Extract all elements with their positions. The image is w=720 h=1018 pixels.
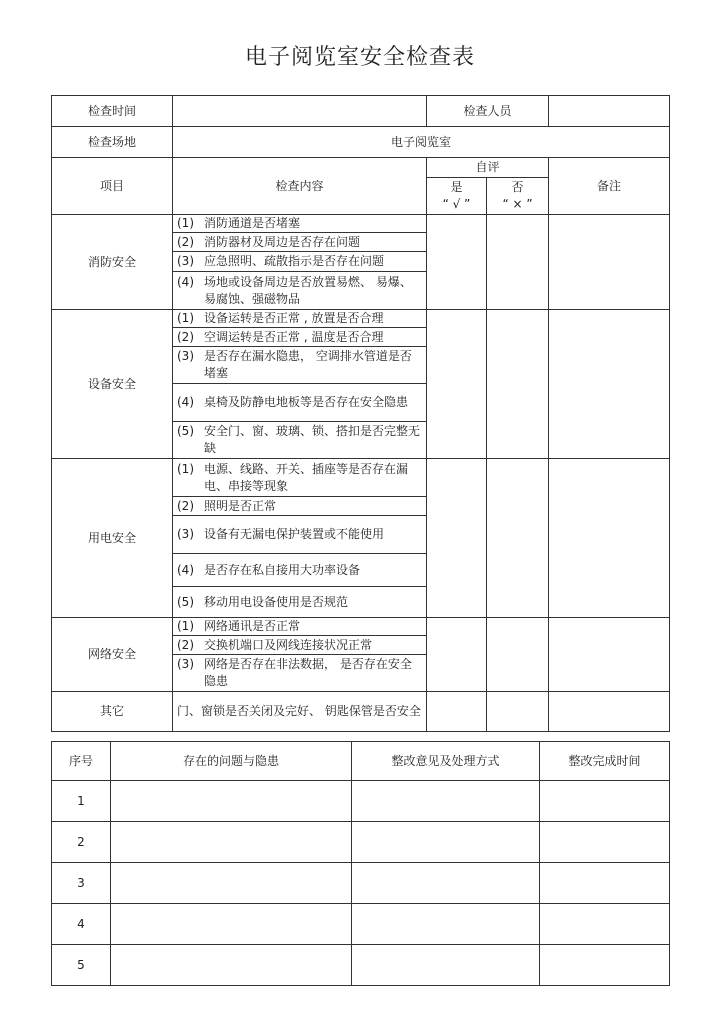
other-yes-cell[interactable] (427, 692, 487, 732)
check-item-number: (2) (177, 329, 194, 344)
rectify-time-cell[interactable] (540, 863, 670, 904)
section-electric-no-cell[interactable] (487, 459, 549, 618)
rectify-action-cell[interactable] (352, 781, 540, 822)
rectify-action-cell[interactable] (352, 945, 540, 986)
check-item-number: (1) (177, 216, 194, 230)
rectify-row-number: 2 (52, 822, 111, 863)
col-remark: 备注 (549, 158, 670, 215)
check-item-number: (4) (177, 274, 194, 289)
check-item-number: (1) (177, 619, 194, 633)
other-no-cell[interactable] (487, 692, 549, 732)
col-yes-mark: “ √ ” (442, 197, 471, 211)
section-equipment-yes-cell[interactable] (427, 310, 487, 459)
rectification-table (51, 741, 670, 986)
check-item-number: (2) (177, 498, 194, 513)
section-electric-remark-cell[interactable] (549, 459, 670, 618)
check-item-text: 设备运转是否正常 , 放置是否合理 (204, 311, 384, 325)
check-item (173, 655, 427, 692)
rectify-issue-cell[interactable] (111, 945, 352, 986)
check-item (173, 636, 427, 655)
rectify-header-time: 整改完成时间 (540, 742, 670, 781)
section-network-yes-cell[interactable] (427, 618, 487, 692)
check-item (173, 233, 427, 252)
check-item-number: (4) (177, 562, 194, 577)
rectify-issue-cell[interactable] (111, 863, 352, 904)
check-item-number: (5) (177, 594, 194, 609)
check-item-number: (2) (177, 637, 194, 652)
inspector-field[interactable] (549, 96, 670, 127)
check-item-text: 交换机端口及网线连接状况正常 (204, 637, 373, 652)
rectify-header-issue: 存在的问题与隐患 (111, 742, 352, 781)
rectify-action-cell[interactable] (352, 863, 540, 904)
rectify-issue-cell[interactable] (111, 822, 352, 863)
section-fire-yes-cell[interactable] (427, 215, 487, 310)
check-item-text: 空调运转是否正常 , 温度是否合理 (204, 329, 384, 344)
section-network-remark-cell[interactable] (549, 618, 670, 692)
check-item (173, 310, 427, 328)
check-item-text: 设备有无漏电保护装置或不能使用 (204, 527, 385, 541)
rectify-issue-cell[interactable] (111, 904, 352, 945)
check-item-text: 是否存在私自接用大功率设备 (204, 562, 361, 577)
check-item-text: 移动用电设备使用是否规范 (204, 594, 349, 609)
check-item-text: 是否存在漏水隐患， 空调排水管道是否堵塞 (204, 349, 412, 380)
check-item (173, 215, 427, 233)
rectify-row-number: 1 (52, 781, 111, 822)
col-yes-label: 是 (450, 180, 463, 194)
check-time-field[interactable] (173, 96, 427, 127)
check-item (173, 459, 427, 497)
check-item (173, 252, 427, 272)
section-equipment-label: 设备安全 (52, 310, 173, 459)
section-fire-label: 消防安全 (52, 215, 173, 310)
check-item (173, 554, 427, 587)
check-item-number: (2) (177, 234, 194, 249)
check-item-number: (4) (177, 395, 194, 409)
rectify-issue-cell[interactable] (111, 781, 352, 822)
table-row (52, 945, 670, 986)
place-value: 电子阅览室 (173, 127, 670, 158)
check-item (173, 328, 427, 347)
inspector-label-cell (427, 96, 549, 127)
check-item-text: 场地或设备周边是否放置易燃、 易爆、易腐蚀、强磁物品 (204, 274, 412, 306)
rectify-row-number: 3 (52, 863, 111, 904)
col-no (487, 178, 549, 215)
check-item-number: (3) (177, 349, 194, 363)
table-row (52, 822, 670, 863)
check-item-number: (3) (177, 254, 194, 268)
check-item-text: 照明是否正常 (204, 498, 277, 513)
section-network-label: 网络安全 (52, 618, 173, 692)
col-content: 检查内容 (173, 158, 427, 215)
rectify-action-cell[interactable] (352, 904, 540, 945)
table-row (52, 863, 670, 904)
other-content: 门、窗锁是否关闭及完好、 钥匙保管是否安全 (173, 692, 427, 732)
rectify-header-action: 整改意见及处理方式 (352, 742, 540, 781)
rectify-time-cell[interactable] (540, 904, 670, 945)
check-item-text: 应急照明、疏散指示是否存在问题 (204, 254, 385, 268)
section-fire-no-cell[interactable] (487, 215, 549, 310)
rectify-action-cell[interactable] (352, 822, 540, 863)
check-time-label: 检查时间 (52, 96, 173, 127)
check-item (173, 422, 427, 459)
check-item-number: (1) (177, 311, 194, 325)
col-self-eval: 自评 (427, 158, 549, 178)
rectify-header-no: 序号 (52, 742, 111, 781)
check-item-text: 电源、线路、开关、插座等是否存在漏电、串接等现象 (204, 461, 409, 493)
section-network-no-cell[interactable] (487, 618, 549, 692)
col-item: 项目 (52, 158, 173, 215)
other-label: 其它 (52, 692, 173, 732)
check-item (173, 384, 427, 422)
col-yes (427, 178, 487, 215)
check-item (173, 347, 427, 384)
check-item-text: 网络是否存在非法数据， 是否存在安全隐患 (204, 657, 412, 688)
check-item (173, 618, 427, 636)
check-item-text: 安全门、窗、玻璃、锁、搭扣是否完整无缺 (204, 424, 421, 455)
check-item-text: 桌椅及防静电地板等是否存在安全隐患 (204, 395, 409, 409)
check-item-number: (1) (177, 461, 194, 476)
section-equipment-no-cell[interactable] (487, 310, 549, 459)
rectify-time-cell[interactable] (540, 822, 670, 863)
place-label: 检查场地 (52, 127, 173, 158)
table-row (52, 781, 670, 822)
check-item-text: 消防器材及周边是否存在问题 (204, 234, 361, 249)
col-no-mark: “ × ” (502, 197, 533, 211)
check-item-text: 网络通讯是否正常 (204, 619, 301, 633)
section-electric-label: 用电安全 (52, 459, 173, 618)
check-item-text: 消防通道是否堵塞 (204, 216, 301, 230)
section-electric-yes-cell[interactable] (427, 459, 487, 618)
check-item-number: (3) (177, 657, 194, 671)
col-no-label: 否 (511, 180, 524, 194)
rectify-row-number: 5 (52, 945, 111, 986)
check-item (173, 272, 427, 310)
section-equipment-remark-cell[interactable] (549, 310, 670, 459)
rectify-row-number: 4 (52, 904, 111, 945)
inspection-table (51, 95, 670, 732)
check-item (173, 516, 427, 554)
table-row (52, 904, 670, 945)
rectify-time-cell[interactable] (540, 781, 670, 822)
section-fire-remark-cell[interactable] (549, 215, 670, 310)
page-title: 电子阅览室安全检查表 (244, 45, 475, 70)
check-item-number: (5) (177, 424, 194, 438)
inspector-label: 检查人员 (463, 103, 512, 118)
check-item (173, 587, 427, 618)
rectify-time-cell[interactable] (540, 945, 670, 986)
other-remark-cell[interactable] (549, 692, 670, 732)
check-item-number: (3) (177, 527, 194, 541)
check-item (173, 497, 427, 516)
